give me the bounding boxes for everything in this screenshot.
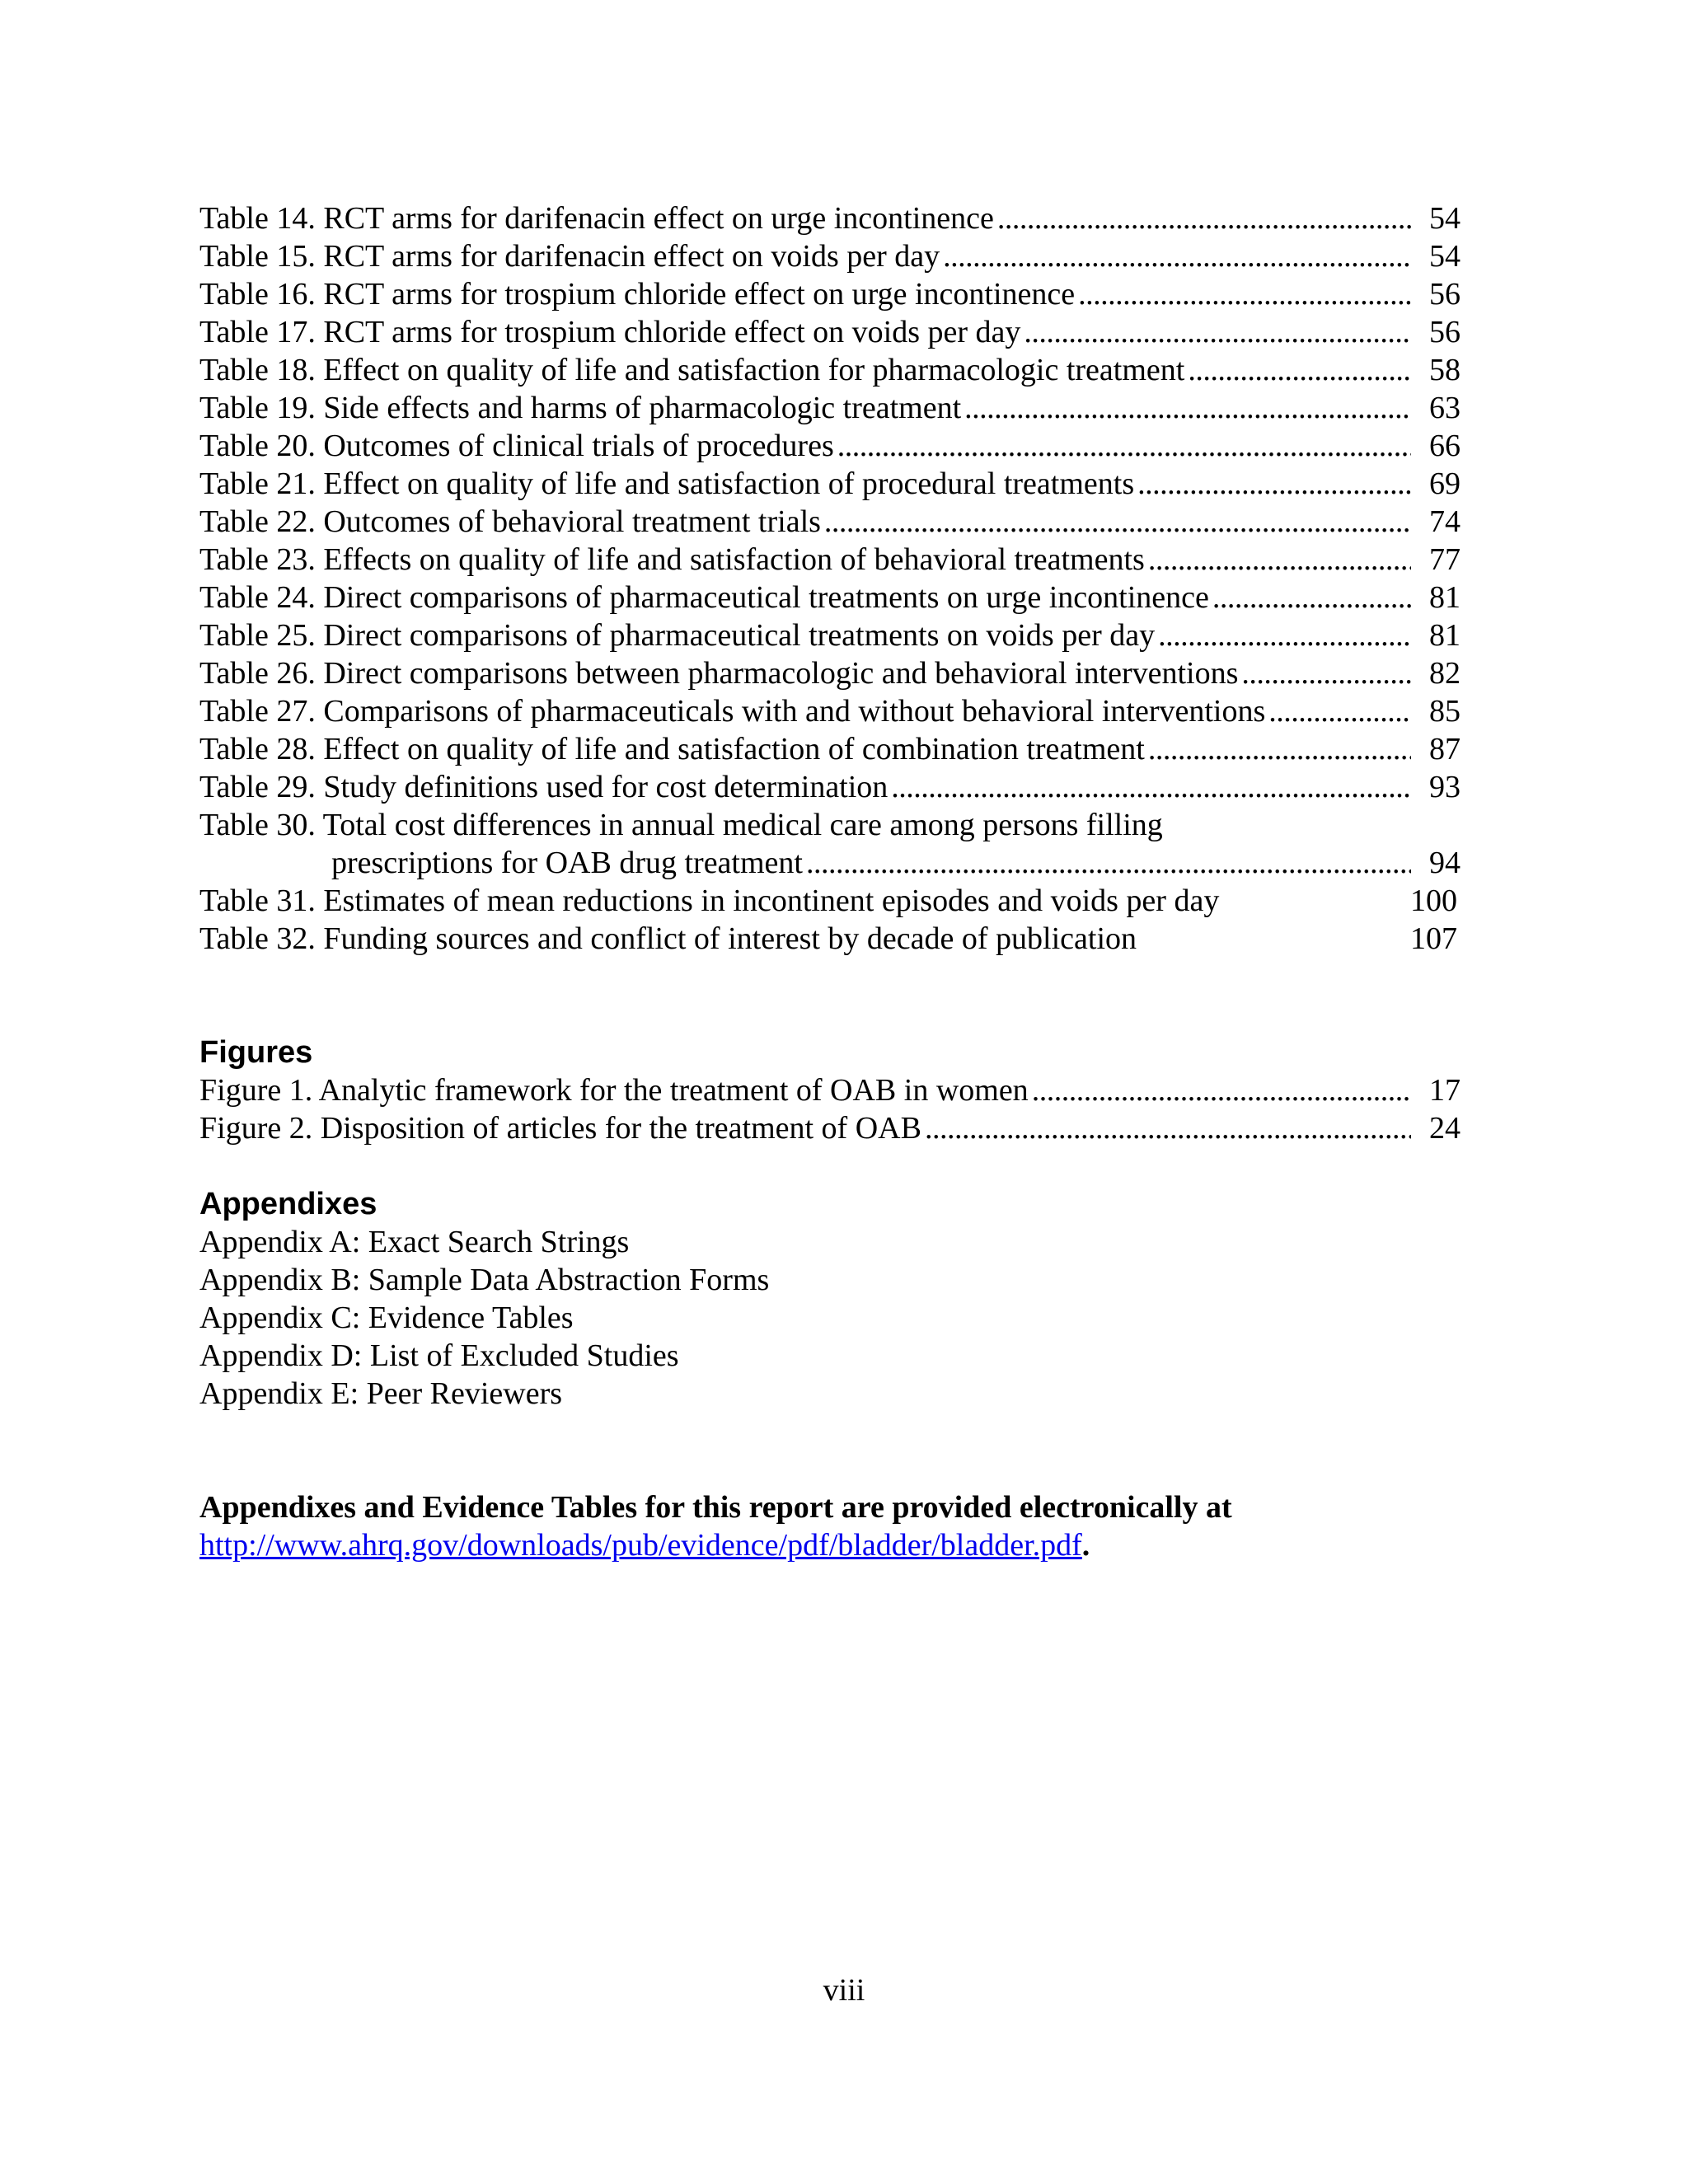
toc-entry-label: Figure 2. Disposition of articles for the treatment of OAB bbox=[199, 1111, 921, 1146]
dot-leader bbox=[824, 503, 1411, 541]
dot-leader bbox=[943, 237, 1411, 275]
toc-entry-page: 93 bbox=[1429, 770, 1461, 804]
toc-entry-page: 100 bbox=[1410, 883, 1457, 918]
appendixes-heading: Appendixes bbox=[199, 1187, 377, 1221]
toc-entry-page: 74 bbox=[1429, 504, 1461, 539]
toc-entry-table-19[interactable] bbox=[199, 389, 1461, 427]
toc-entry-table-30-line1[interactable] bbox=[199, 806, 1461, 844]
dot-leader bbox=[1032, 1071, 1411, 1109]
toc-entry-table-20[interactable] bbox=[199, 427, 1461, 465]
toc-entry-label: Table 15. RCT arms for darifenacin effect on voids per day bbox=[199, 239, 940, 274]
toc-entry-figure-1[interactable] bbox=[199, 1071, 1461, 1109]
toc-entry-table-24[interactable] bbox=[199, 579, 1461, 616]
page-number: viii bbox=[823, 1973, 865, 2008]
toc-entry-label: Table 25. Direct comparisons of pharmaceutical treatments on voids per day bbox=[199, 618, 1156, 653]
toc-entry-page: 17 bbox=[1429, 1073, 1461, 1108]
toc-entry-label: Table 19. Side effects and harms of pharmacologic treatment bbox=[199, 391, 962, 425]
toc-entry-page: 85 bbox=[1429, 694, 1461, 729]
dot-leader bbox=[1148, 730, 1411, 768]
toc-entry-page: 54 bbox=[1429, 201, 1461, 236]
toc-entry-label: Table 30. Total cost differences in annual medical care among persons filling bbox=[199, 808, 1163, 842]
toc-entry-table-29[interactable] bbox=[199, 768, 1461, 806]
dot-leader bbox=[1188, 351, 1411, 389]
toc-entry-table-16[interactable] bbox=[199, 275, 1461, 313]
toc-entry-label: Table 27. Comparisons of pharmaceuticals with and without behavioral interventions bbox=[199, 694, 1266, 729]
toc-entry-label: Table 22. Outcomes of behavioral treatment trials bbox=[199, 504, 821, 539]
toc-entry-table-15[interactable] bbox=[199, 237, 1461, 275]
toc-entry-label: Table 21. Effect on quality of life and satisfaction of procedural treatments bbox=[199, 466, 1135, 501]
dot-leader bbox=[806, 844, 1411, 882]
toc-entry-table-28[interactable] bbox=[199, 730, 1461, 768]
toc-entry-label: prescriptions for OAB drug treatment bbox=[331, 846, 803, 880]
dot-leader bbox=[1212, 579, 1411, 616]
dot-leader bbox=[837, 427, 1411, 465]
appendix-item[interactable]: Appendix E: Peer Reviewers bbox=[199, 1376, 563, 1411]
toc-entry-page: 56 bbox=[1429, 277, 1461, 312]
toc-entry-table-30-line2[interactable] bbox=[199, 844, 1461, 882]
toc-entry-label: Table 23. Effects on quality of life and satisfaction of behavioral treatments bbox=[199, 542, 1145, 577]
dot-leader bbox=[964, 389, 1411, 427]
toc-entry-table-22[interactable] bbox=[199, 503, 1461, 541]
appendix-item[interactable]: Appendix B: Sample Data Abstraction Forms bbox=[199, 1263, 770, 1297]
toc-entry-page: 81 bbox=[1429, 618, 1461, 653]
toc-entry-label: Table 26. Direct comparisons between pharmacologic and behavioral interventions bbox=[199, 656, 1239, 691]
toc-entry-page: 82 bbox=[1429, 656, 1461, 691]
toc-entry-label: Figure 1. Analytic framework for the treatment of OAB in women bbox=[199, 1073, 1029, 1108]
toc-entry-page: 24 bbox=[1429, 1111, 1461, 1146]
toc-entry-table-32[interactable] bbox=[199, 920, 1461, 958]
notice-trailing: . bbox=[1081, 1528, 1090, 1563]
toc-entry-page: 81 bbox=[1429, 580, 1461, 615]
toc-entry-table-18[interactable] bbox=[199, 351, 1461, 389]
toc-entry-page: 54 bbox=[1429, 239, 1461, 274]
appendix-item[interactable]: Appendix D: List of Excluded Studies bbox=[199, 1338, 679, 1373]
toc-entry-table-25[interactable] bbox=[199, 616, 1461, 654]
dot-leader bbox=[997, 199, 1411, 237]
dot-leader bbox=[1241, 654, 1411, 692]
figures-heading: Figures bbox=[199, 1035, 313, 1070]
toc-entry-page: 69 bbox=[1429, 466, 1461, 501]
table-of-contents bbox=[199, 199, 1461, 1564]
toc-entry-page: 56 bbox=[1429, 315, 1461, 349]
toc-entry-label: Table 17. RCT arms for trospium chloride effect on voids per day bbox=[199, 315, 1021, 349]
list-of-tables bbox=[199, 199, 1461, 958]
toc-entry-page: 63 bbox=[1429, 391, 1461, 425]
dot-leader bbox=[925, 1109, 1411, 1147]
toc-entry-table-31[interactable] bbox=[199, 882, 1461, 920]
toc-entry-page: 77 bbox=[1429, 542, 1461, 577]
dot-leader bbox=[891, 768, 1411, 806]
list-of-figures bbox=[199, 1071, 1461, 1147]
toc-entry-label: Table 31. Estimates of mean reductions in incontinent episodes and voids per day bbox=[199, 883, 1220, 918]
toc-entry-label: Table 32. Funding sources and conflict of interest by decade of publication bbox=[199, 921, 1137, 956]
toc-entry-label: Table 16. RCT arms for trospium chloride effect on urge incontinence bbox=[199, 277, 1076, 312]
dot-leader bbox=[1268, 692, 1411, 730]
dot-leader bbox=[1078, 275, 1411, 313]
list-of-appendixes bbox=[199, 1223, 1461, 1413]
notice-text: Appendixes and Evidence Tables for this report are provided electronically at bbox=[199, 1490, 1232, 1525]
toc-entry-figure-2[interactable] bbox=[199, 1109, 1461, 1147]
toc-entry-table-14[interactable] bbox=[199, 199, 1461, 237]
toc-entry-label: Table 18. Effect on quality of life and satisfaction for pharmacologic treatment bbox=[199, 353, 1185, 387]
dot-leader bbox=[1158, 616, 1411, 654]
toc-entry-page: 94 bbox=[1429, 846, 1461, 880]
toc-entry-table-17[interactable] bbox=[199, 313, 1461, 351]
toc-entry-table-27[interactable] bbox=[199, 692, 1461, 730]
toc-entry-page: 66 bbox=[1429, 429, 1461, 463]
toc-entry-label: Table 20. Outcomes of clinical trials of procedures bbox=[199, 429, 834, 463]
dot-leader bbox=[1137, 465, 1411, 503]
dot-leader bbox=[1148, 541, 1411, 579]
appendix-item[interactable]: Appendix A: Exact Search Strings bbox=[199, 1225, 630, 1259]
toc-entry-page: 107 bbox=[1410, 921, 1457, 956]
dot-leader bbox=[1024, 313, 1411, 351]
toc-entry-label: Table 14. RCT arms for darifenacin effect on urge incontinence bbox=[199, 201, 994, 236]
toc-entry-page: 58 bbox=[1429, 353, 1461, 387]
toc-entry-table-21[interactable] bbox=[199, 465, 1461, 503]
toc-entry-page: 87 bbox=[1429, 732, 1461, 766]
electronic-availability-notice bbox=[199, 1488, 1461, 1564]
toc-entry-label: Table 28. Effect on quality of life and satisfaction of combination treatment bbox=[199, 732, 1145, 766]
toc-entry-table-26[interactable] bbox=[199, 654, 1461, 692]
toc-entry-label: Table 24. Direct comparisons of pharmaceutical treatments on urge incontinence bbox=[199, 580, 1209, 615]
toc-entry-label: Table 29. Study definitions used for cost determination bbox=[199, 770, 889, 804]
bladder-report-link[interactable]: http://www.ahrq.gov/downloads/pub/evidence/pdf/bladder/bladder.pdf bbox=[199, 1528, 1082, 1563]
appendix-item[interactable]: Appendix C: Evidence Tables bbox=[199, 1301, 574, 1335]
toc-entry-table-23[interactable] bbox=[199, 541, 1461, 579]
